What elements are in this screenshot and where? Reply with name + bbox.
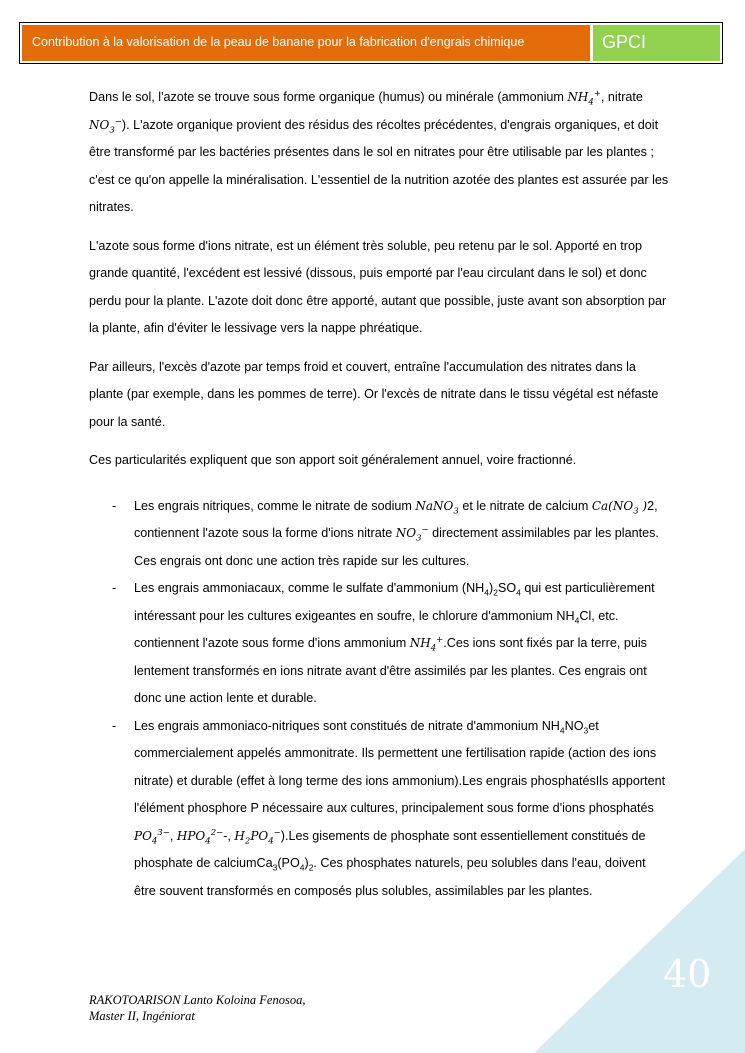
list-item-ammonium-nitrate-fertilizers: - Les engrais ammoniaco-nitriques sont constitués de nitrate d'ammonium $NH_4NO_3et$ commercialement appelés ammonitrate. Ils permettent une fertilisation rapide (action des ions nitrate) et durable (effet à long terme des ions ammonium).Les engrais phosphatésIls apportent l'élément phosphore P nécessaire aux cultures, principalement sous forme d'ions phosphatés $PO_4^{3-}$, $HPO_4^{2-}-$, $H_2PO_4^-).Les$ gisements de phosphate sont essentiellement constitués de phosphate de $calciumCa_3(PO_4)_2$. Ces phosphates naturels, peu solubles dans l'eau, doivent être souvent transformés en composés plus solubles, assimilables par les plantes.	[112, 718, 666, 898]
formula-calcium-nitrate: $Ca(NO_3$ )	[591, 498, 648, 516]
formula-ammonium-ion: $NH_4^+$	[409, 635, 444, 654]
formula-hydrogen-phosphate: $HPO_4^{2-}$	[176, 827, 224, 846]
formula-phosphate: $PO_4^{3-}$	[134, 827, 170, 846]
formula-ammonium: $NH_4^+$	[567, 89, 601, 108]
list-item-nitric-fertilizers: - Les engrais nitriques, comme le nitrate de sodium NaNO$_3$ et le nitrate de calcium $Ca(NO_3$ )2, contiennent l'azote sous la forme d'ions nitrate $NO_3^-$ directement assimilables par les plantes. Ces engrais ont donc une action très rapide sur les cultures.	[112, 498, 659, 568]
paragraph-nitrate-solubility: L'azote sous forme d'ions nitrate, est un élément très soluble, peu retenu par le sol. Apporté en trop grande quantité, l'excédent est lessivé (dissous, puis emporté par l'eau circulant dans le sol) et donc perdu pour la plante. L'azote doit donc être apporté, autant que possible, juste avant son absorption par la plante, afin d'éviter le lessivage vers la nappe phréatique.	[89, 238, 667, 335]
paragraph-nitrogen-forms: Dans le sol, l'azote se trouve sous forme organique (humus) ou minérale (ammonium $NH_4^+$, nitrate $NO_3^-$). L'azote organique provient des résidus des récoltes précédentes, d'engrais organiques, et doit être transformé par les bactéries présentes dans le sol en nitrates pour être utilisable par les plantes ; c'est ce qu'on appelle la minéralisation. L'essentiel de la nutrition azotée des plantes est assurée par les nitrates.	[89, 89, 669, 214]
footer-author-name: RAKOTOARISON Lanto Koloina Fenosoa,	[89, 993, 306, 1007]
formula-dihydrogen-phosphate: $H_2PO_4^-$	[234, 827, 281, 846]
document-title: Contribution à la valorisation de la peau de banane pour la fabrication d'engrais chimique	[22, 25, 590, 61]
footer-author	[89, 992, 305, 1024]
department-tag: GPCI	[593, 25, 720, 61]
formula-nitrate-ion: $NO_3^-$	[395, 525, 429, 544]
formula-nitrate: $NO_3^-$	[89, 116, 122, 135]
paragraph-annual-application: Ces particularités expliquent que son apport soit généralement annuel, voire fractionné.	[89, 453, 577, 467]
formula-sodium-nitrate: NaNO$_3$	[415, 498, 459, 516]
page-number: 40	[663, 952, 712, 996]
footer-degree: Master II, Ingéniorat	[89, 1009, 195, 1023]
paragraph-excess-nitrogen: Par ailleurs, l'excès d'azote par temps froid et couvert, entraîne l'accumulation des nitrates dans la plante (par exemple, dans les pommes de terre). Or l'excès de nitrate dans le tissu végétal est néfaste pour la santé.	[89, 359, 659, 429]
list-item-ammonium-fertilizers: - Les engrais ammoniacaux, comme le sulfate d'ammonium $(NH_4)_2SO_4$ qui est particulièrement intéressant pour les cultures exigeantes en soufre, le chlorure d'ammonium $NH_4Cl$, etc. contiennent l'azote sous forme d'ions ammonium $NH_4^+.Ces$ ions sont fixés par la terre, puis lentement transformés en ions nitrate avant d'être assimilés par les plantes. Ces engrais ont donc une action lente et durable.	[112, 581, 655, 705]
